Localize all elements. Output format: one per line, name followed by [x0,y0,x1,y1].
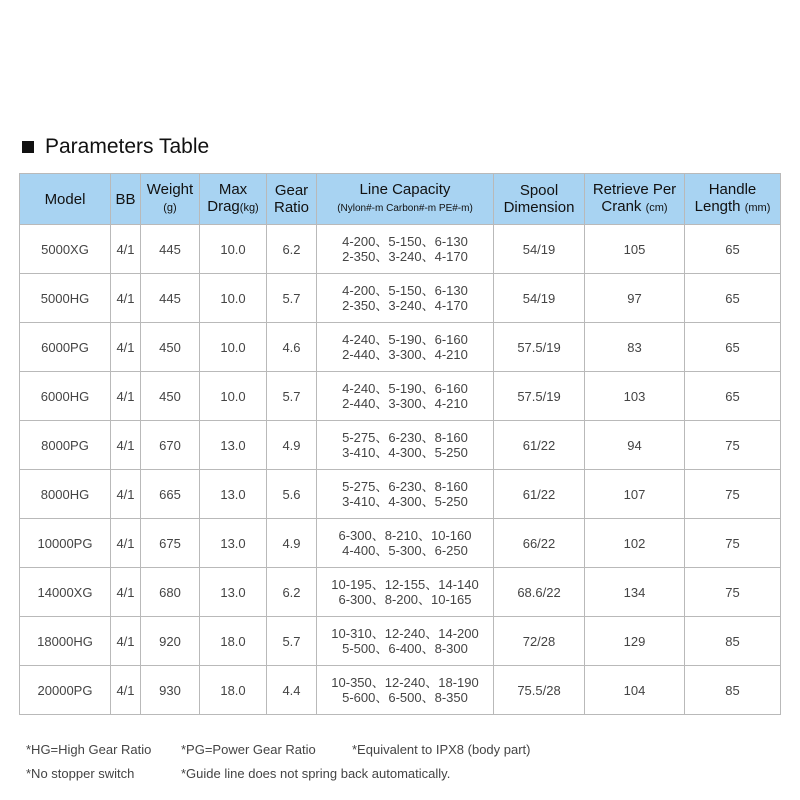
cell-bb: 4/1 [111,666,141,715]
capacity-line: 6-300、8-200、10-165 [338,592,472,607]
cell-bb: 4/1 [111,519,141,568]
cell-gear-ratio: 4.9 [267,519,317,568]
cell-handle-length: 75 [685,568,781,617]
footnote-row [26,761,531,785]
capacity-line: 5-275、6-230、8-160 [342,479,468,494]
header-bb: BB [111,174,141,225]
cell-spool-dimension: 61/22 [494,470,585,519]
capacity-line: 10-310、12-240、14-200 [331,626,479,641]
cell-handle-length: 65 [685,225,781,274]
cell-model: 18000HG [20,617,111,666]
cell-handle-length: 85 [685,617,781,666]
cell-line-capacity [317,274,494,323]
note-stopper: *No stopper switch [26,765,135,781]
capacity-line: 2-440、3-300、4-210 [342,347,468,362]
cell-retrieve: 105 [585,225,685,274]
cell-bb: 4/1 [111,225,141,274]
capacity-line: 4-200、5-150、6-130 [342,234,468,249]
cell-model: 14000XG [20,568,111,617]
cell-max-drag: 18.0 [200,617,267,666]
cell-handle-length: 65 [685,323,781,372]
cell-retrieve: 83 [585,323,685,372]
header-max-drag: Max Drag(kg) [200,174,267,225]
table-row [20,225,781,274]
cell-weight: 670 [141,421,200,470]
cell-retrieve: 103 [585,372,685,421]
header-gear-ratio: Gear Ratio [267,174,317,225]
cell-line-capacity [317,666,494,715]
table-row [20,519,781,568]
table-row [20,568,781,617]
table-row [20,274,781,323]
cell-bb: 4/1 [111,470,141,519]
header-line-capacity: Line Capacity (Nylon#-m Carbon#-m PE#-m) [317,174,494,225]
bullet-square-icon [22,141,34,153]
cell-retrieve: 129 [585,617,685,666]
cell-gear-ratio: 5.7 [267,617,317,666]
section-title-text: Parameters Table [45,135,210,158]
capacity-line: 5-275、6-230、8-160 [342,430,468,445]
cell-bb: 4/1 [111,323,141,372]
cell-gear-ratio: 4.9 [267,421,317,470]
note-hg: *HG=High Gear Ratio [26,741,152,757]
cell-bb: 4/1 [111,568,141,617]
table-row [20,470,781,519]
cell-max-drag: 13.0 [200,568,267,617]
capacity-line: 2-440、3-300、4-210 [342,396,468,411]
cell-line-capacity [317,421,494,470]
cell-spool-dimension: 66/22 [494,519,585,568]
note-guide-line: *Guide line does not spring back automatically. [181,765,451,781]
header-retrieve-per-crank: Retrieve Per Crank (cm) [585,174,685,225]
cell-line-capacity [317,568,494,617]
cell-weight: 675 [141,519,200,568]
cell-bb: 4/1 [111,617,141,666]
capacity-line: 4-240、5-190、6-160 [342,381,468,396]
cell-retrieve: 104 [585,666,685,715]
table-row [20,666,781,715]
cell-weight: 450 [141,323,200,372]
capacity-line: 10-350、12-240、18-190 [331,675,479,690]
capacity-line: 10-195、12-155、14-140 [331,577,479,592]
cell-gear-ratio: 5.7 [267,274,317,323]
cell-weight: 680 [141,568,200,617]
cell-line-capacity [317,372,494,421]
note-ipx8: *Equivalent to IPX8 (body part) [352,741,531,757]
cell-max-drag: 10.0 [200,274,267,323]
header-spool-dimension: Spool Dimension [494,174,585,225]
capacity-line: 4-400、5-300、6-250 [342,543,468,558]
cell-max-drag: 13.0 [200,519,267,568]
table-row [20,617,781,666]
cell-max-drag: 10.0 [200,372,267,421]
capacity-line: 3-410、4-300、5-250 [342,494,468,509]
table-header-row [20,174,781,225]
cell-line-capacity [317,519,494,568]
cell-model: 6000HG [20,372,111,421]
table-row [20,323,781,372]
cell-retrieve: 107 [585,470,685,519]
table-body [20,225,781,715]
cell-gear-ratio: 5.7 [267,372,317,421]
capacity-line: 4-200、5-150、6-130 [342,283,468,298]
cell-spool-dimension: 54/19 [494,225,585,274]
cell-retrieve: 102 [585,519,685,568]
capacity-line: 5-600、6-500、8-350 [342,690,468,705]
cell-max-drag: 13.0 [200,470,267,519]
cell-model: 5000HG [20,274,111,323]
cell-handle-length: 75 [685,421,781,470]
cell-weight: 920 [141,617,200,666]
cell-model: 20000PG [20,666,111,715]
footnote-row [26,737,531,761]
cell-model: 8000HG [20,470,111,519]
cell-line-capacity [317,323,494,372]
cell-line-capacity [317,617,494,666]
cell-handle-length: 65 [685,372,781,421]
cell-max-drag: 13.0 [200,421,267,470]
cell-spool-dimension: 54/19 [494,274,585,323]
header-model: Model [20,174,111,225]
capacity-line: 3-410、4-300、5-250 [342,445,468,460]
cell-spool-dimension: 61/22 [494,421,585,470]
cell-handle-length: 85 [685,666,781,715]
cell-max-drag: 18.0 [200,666,267,715]
section-title [22,135,209,159]
cell-gear-ratio: 4.6 [267,323,317,372]
cell-gear-ratio: 6.2 [267,568,317,617]
cell-model: 5000XG [20,225,111,274]
cell-weight: 445 [141,274,200,323]
capacity-line: 2-350、3-240、4-170 [342,298,468,313]
cell-handle-length: 65 [685,274,781,323]
cell-weight: 930 [141,666,200,715]
cell-weight: 445 [141,225,200,274]
cell-spool-dimension: 75.5/28 [494,666,585,715]
footnotes [26,737,531,785]
cell-weight: 450 [141,372,200,421]
note-pg: *PG=Power Gear Ratio [181,741,316,757]
cell-line-capacity [317,225,494,274]
cell-spool-dimension: 68.6/22 [494,568,585,617]
cell-retrieve: 94 [585,421,685,470]
cell-max-drag: 10.0 [200,225,267,274]
header-handle-length: Handle Length (mm) [685,174,781,225]
cell-model: 6000PG [20,323,111,372]
cell-bb: 4/1 [111,372,141,421]
capacity-line: 4-240、5-190、6-160 [342,332,468,347]
cell-retrieve: 97 [585,274,685,323]
capacity-line: 2-350、3-240、4-170 [342,249,468,264]
parameters-table [19,173,781,715]
cell-weight: 665 [141,470,200,519]
cell-gear-ratio: 5.6 [267,470,317,519]
cell-gear-ratio: 4.4 [267,666,317,715]
header-weight: Weight (g) [141,174,200,225]
cell-handle-length: 75 [685,519,781,568]
cell-bb: 4/1 [111,274,141,323]
cell-handle-length: 75 [685,470,781,519]
cell-model: 10000PG [20,519,111,568]
cell-max-drag: 10.0 [200,323,267,372]
cell-bb: 4/1 [111,421,141,470]
cell-spool-dimension: 72/28 [494,617,585,666]
table-row [20,372,781,421]
cell-spool-dimension: 57.5/19 [494,323,585,372]
table-row [20,421,781,470]
cell-line-capacity [317,470,494,519]
cell-model: 8000PG [20,421,111,470]
cell-gear-ratio: 6.2 [267,225,317,274]
cell-spool-dimension: 57.5/19 [494,372,585,421]
capacity-line: 6-300、8-210、10-160 [338,528,472,543]
capacity-line: 5-500、6-400、8-300 [342,641,468,656]
cell-retrieve: 134 [585,568,685,617]
